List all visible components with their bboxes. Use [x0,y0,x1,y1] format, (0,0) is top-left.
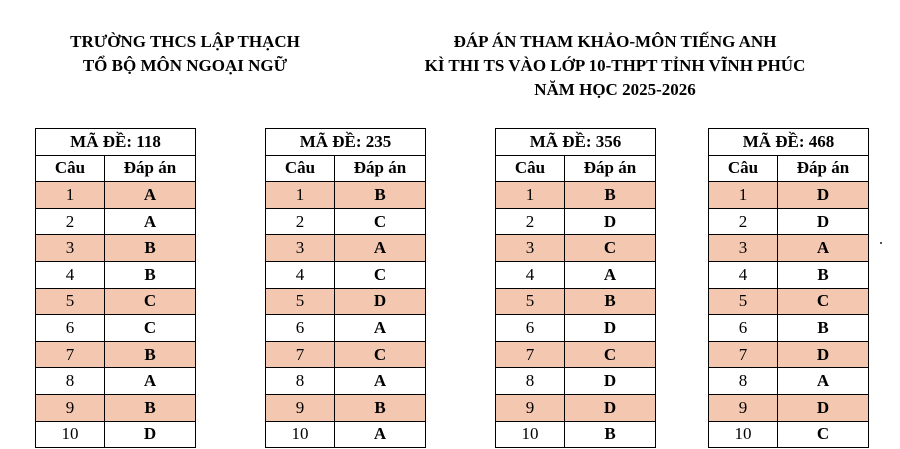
question-number: 10 [36,421,105,448]
answer-letter: A [778,368,869,395]
exam-subtitle: KÌ THI TS VÀO LỚP 10-THPT TỈNH VĨNH PHÚC [424,56,806,75]
question-number: 2 [36,208,105,235]
exam-title: ĐÁP ÁN THAM KHẢO-MÔN TIẾNG ANH [453,32,777,51]
column-header-question: Câu [496,155,565,182]
question-number: 6 [266,315,335,342]
school-header [30,30,340,78]
answer-letter: A [335,315,426,342]
answer-table-3 [495,128,656,448]
answer-letter: D [778,182,869,209]
table-row [709,261,869,288]
question-number: 3 [36,235,105,262]
question-number: 3 [266,235,335,262]
column-header-question: Câu [36,155,105,182]
question-number: 9 [266,394,335,421]
question-number: 3 [496,235,565,262]
table-row [709,394,869,421]
question-number: 8 [709,368,778,395]
answer-letter: A [105,208,196,235]
answer-letter: A [335,235,426,262]
table-row [266,182,426,209]
table-row [709,182,869,209]
answer-letter: D [778,394,869,421]
table-row [496,261,656,288]
question-number: 4 [36,261,105,288]
question-number: 7 [36,341,105,368]
stray-dot [880,242,882,244]
question-number: 6 [496,315,565,342]
question-number: 2 [709,208,778,235]
question-number: 9 [36,394,105,421]
table-row [709,315,869,342]
column-header-answer: Đáp án [565,155,656,182]
answer-table-1 [35,128,196,448]
school-name: TRƯỜNG THCS LẬP THẠCH [70,32,300,51]
table-row [496,341,656,368]
question-number: 7 [266,341,335,368]
answer-letter: B [105,394,196,421]
answer-letter: B [778,261,869,288]
question-number: 10 [266,421,335,448]
question-number: 5 [709,288,778,315]
table-row [36,315,196,342]
table-row [36,182,196,209]
table-row [496,288,656,315]
table-row [709,208,869,235]
answer-letter: B [335,182,426,209]
answer-letter: D [565,368,656,395]
table-row [266,315,426,342]
question-number: 5 [496,288,565,315]
school-year: NĂM HỌC 2025-2026 [534,80,696,99]
question-number: 7 [709,341,778,368]
question-number: 1 [709,182,778,209]
answer-letter: B [565,421,656,448]
answer-table-2 [265,128,426,448]
question-number: 2 [496,208,565,235]
table-row [266,288,426,315]
exam-code: MÃ ĐỀ: 356 [496,129,656,156]
table-row [709,421,869,448]
answer-letter: C [565,341,656,368]
answer-letter: C [105,288,196,315]
question-number: 9 [709,394,778,421]
table-row [266,261,426,288]
table-row [496,368,656,395]
exam-code: MÃ ĐỀ: 118 [36,129,196,156]
answer-letter: C [778,421,869,448]
answer-letter: A [105,182,196,209]
column-header-question: Câu [709,155,778,182]
question-number: 10 [496,421,565,448]
answer-letter: A [335,368,426,395]
question-number: 8 [266,368,335,395]
table-row [266,394,426,421]
column-header-question: Câu [266,155,335,182]
answer-letter: B [778,315,869,342]
table-row [496,421,656,448]
question-number: 4 [266,261,335,288]
table-row [709,341,869,368]
question-number: 1 [496,182,565,209]
table-row [709,235,869,262]
column-header-answer: Đáp án [778,155,869,182]
table-row [36,235,196,262]
table-row [496,394,656,421]
table-row [496,315,656,342]
answer-letter: C [335,261,426,288]
table-row [36,261,196,288]
answer-letter: C [565,235,656,262]
answer-letter: D [105,421,196,448]
question-number: 8 [36,368,105,395]
answer-letter: A [335,421,426,448]
question-number: 8 [496,368,565,395]
table-row [266,208,426,235]
answer-letter: C [778,288,869,315]
answer-letter: B [105,261,196,288]
answer-letter: B [335,394,426,421]
question-number: 3 [709,235,778,262]
table-row [496,208,656,235]
table-row [709,368,869,395]
exam-header [380,30,850,102]
question-number: 6 [36,315,105,342]
answer-letter: C [105,315,196,342]
exam-code: MÃ ĐỀ: 468 [709,129,869,156]
question-number: 1 [266,182,335,209]
answer-letter: D [565,208,656,235]
answer-letter: D [778,341,869,368]
table-row [36,208,196,235]
department-name: TỔ BỘ MÔN NGOẠI NGỮ [82,56,288,75]
question-number: 5 [266,288,335,315]
table-row [266,368,426,395]
column-header-answer: Đáp án [335,155,426,182]
question-number: 1 [36,182,105,209]
answer-letter: B [565,288,656,315]
table-row [266,235,426,262]
question-number: 7 [496,341,565,368]
question-number: 2 [266,208,335,235]
answer-letter: B [105,235,196,262]
table-row [36,341,196,368]
answer-letter: A [105,368,196,395]
question-number: 4 [709,261,778,288]
table-row [266,421,426,448]
table-row [496,235,656,262]
answer-letter: D [778,208,869,235]
question-number: 9 [496,394,565,421]
table-row [36,421,196,448]
question-number: 4 [496,261,565,288]
answer-letter: C [335,341,426,368]
table-row [266,341,426,368]
table-row [36,394,196,421]
answer-letter: D [335,288,426,315]
question-number: 10 [709,421,778,448]
table-row [496,182,656,209]
question-number: 5 [36,288,105,315]
exam-code: MÃ ĐỀ: 235 [266,129,426,156]
answer-letter: B [105,341,196,368]
answer-letter: C [335,208,426,235]
table-row [709,288,869,315]
answer-letter: A [778,235,869,262]
answer-letter: A [565,261,656,288]
answer-letter: D [565,315,656,342]
answer-letter: B [565,182,656,209]
answer-table-4 [708,128,869,448]
table-row [36,368,196,395]
answer-letter: D [565,394,656,421]
table-row [36,288,196,315]
column-header-answer: Đáp án [105,155,196,182]
question-number: 6 [709,315,778,342]
